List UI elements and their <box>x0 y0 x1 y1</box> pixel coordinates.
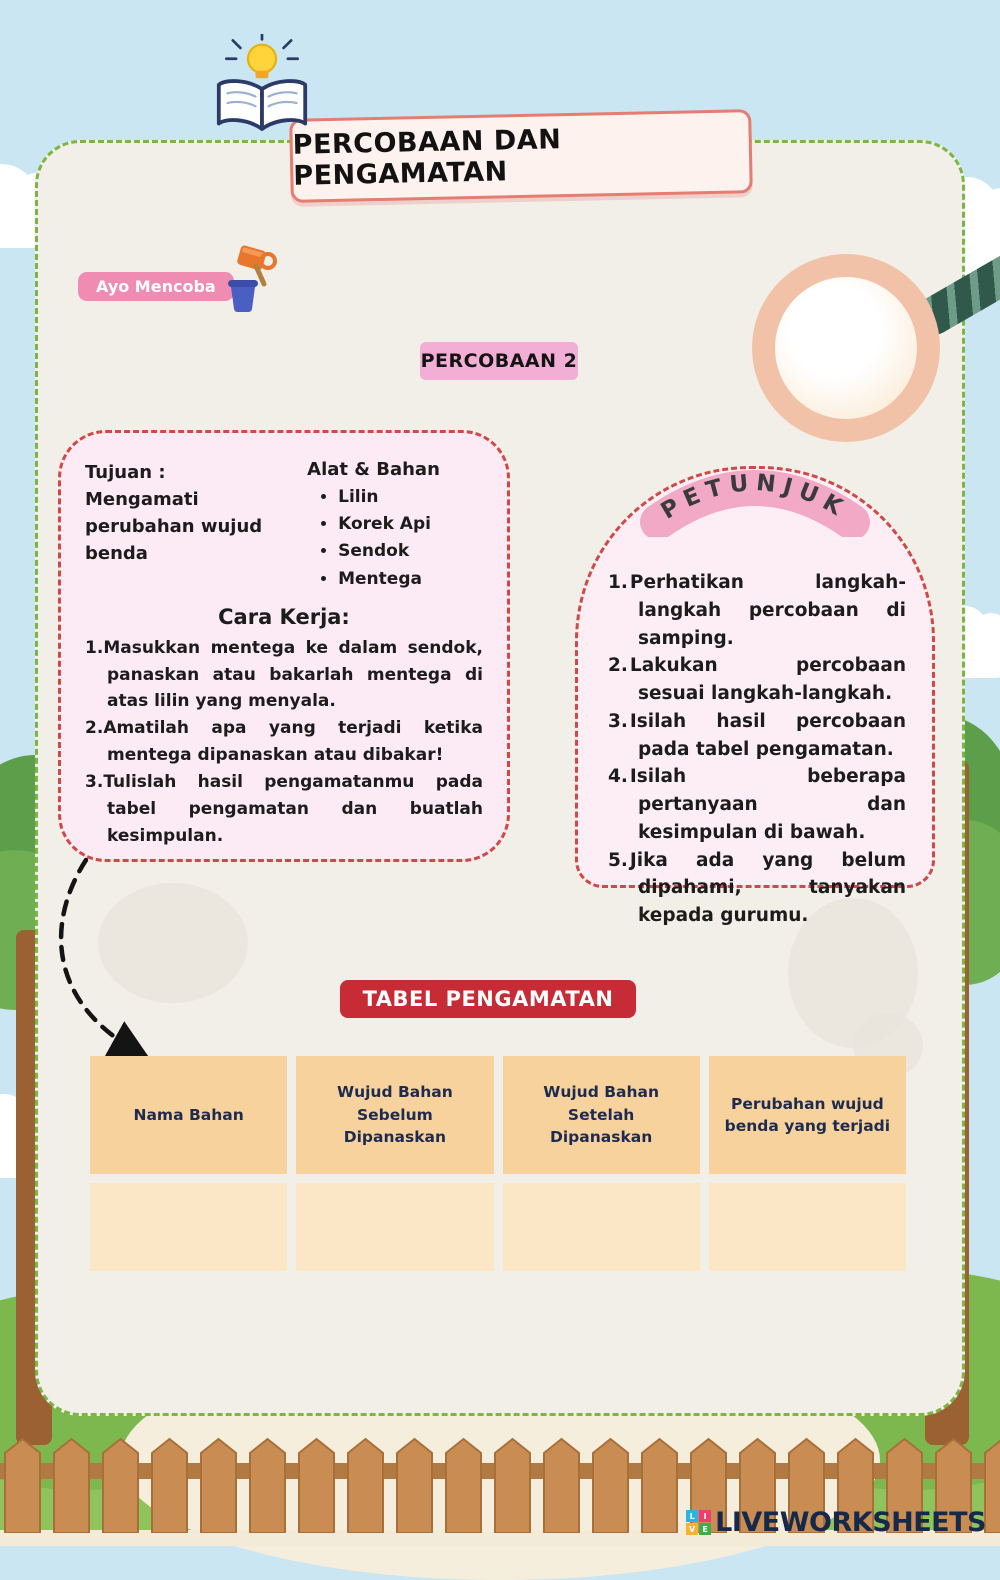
logo-letter: V <box>686 1523 698 1535</box>
percobaan-2-label: PERCOBAAN 2 <box>420 350 578 372</box>
percobaan-2-badge <box>420 342 578 380</box>
table-header-nama-bahan: Nama Bahan <box>90 1056 287 1174</box>
liveworksheets-brand[interactable] <box>686 1507 986 1538</box>
table-header-perubahan-wujud: Perubahan wujud benda yang terjadi <box>709 1056 906 1174</box>
answer-cell-wujud-sebelum[interactable] <box>296 1183 493 1271</box>
logo-letter: I <box>699 1510 711 1522</box>
alat-item: • Mentega <box>338 566 431 593</box>
page-title: PERCOBAAN DAN PENGAMATAN <box>292 124 562 192</box>
petunjuk-ribbon <box>640 452 870 537</box>
alat-bahan-title: Alat & Bahan <box>307 459 440 480</box>
cara-step: Amatilah apa yang terjadi ketika mentega dipanaskan atau dibakar! <box>103 718 483 766</box>
alat-bahan-list <box>316 484 431 593</box>
answer-cell-wujud-setelah[interactable] <box>503 1183 700 1271</box>
book-lightbulb-icon <box>208 34 316 144</box>
alat-item: • Lilin <box>338 484 431 511</box>
cara-step: Tulislah hasil pengamatanmu pada tabel pengamatan dan buatlah kesimpulan. <box>103 772 483 846</box>
logo-letter: L <box>686 1510 698 1522</box>
observation-table <box>90 1056 906 1271</box>
alat-item: • Sendok <box>338 538 431 565</box>
cooking-cup-icon <box>210 242 282 318</box>
tujuan-text: Mengamati perubahan wujud benda <box>85 489 263 564</box>
title-banner <box>289 109 753 203</box>
liveworksheets-wordmark: LIVEWORKSHEETS <box>715 1507 986 1538</box>
petunjuk-step: Lakukan percobaan sesuai langkah-langkah. <box>629 655 906 704</box>
tabel-pengamatan-banner <box>340 980 636 1018</box>
petunjuk-list <box>608 569 906 930</box>
petunjuk-step: Isilah beberapa pertanyaan dan kesimpulan di bawah. <box>629 766 906 843</box>
magnifier-glass <box>752 254 940 442</box>
cara-kerja-list <box>85 635 483 850</box>
ayo-mencoba-label: Ayo Mencoba <box>96 277 216 296</box>
experiment-info-box <box>58 430 510 862</box>
table-header-wujud-sebelum: Wujud Bahan Sebelum Dipanaskan <box>296 1056 493 1174</box>
table-header-wujud-setelah: Wujud Bahan Setelah Dipanaskan <box>503 1056 700 1174</box>
petunjuk-step: Jika ada yang belum dipahami, tanyakan kepada gurumu. <box>629 849 906 926</box>
answer-cell-perubahan-wujud[interactable] <box>709 1183 906 1271</box>
petunjuk-step: Perhatikan langkah-langkah percobaan di samping. <box>629 572 906 649</box>
answer-cell-nama-bahan[interactable] <box>90 1183 287 1271</box>
tujuan-label: Tujuan : <box>85 462 166 483</box>
petunjuk-title: PETUNJUK <box>656 469 854 525</box>
dashed-arrow-icon <box>38 852 188 1082</box>
liveworksheets-logo-icon <box>686 1510 711 1535</box>
tabel-pengamatan-label: TABEL PENGAMATAN <box>362 987 614 1011</box>
magnifying-glass-illustration <box>750 248 1000 453</box>
petunjuk-step: Isilah hasil percobaan pada tabel pengamatan. <box>629 710 906 760</box>
cara-kerja-title: Cara Kerja: <box>218 604 350 629</box>
logo-letter: E <box>699 1523 711 1535</box>
cara-step: Masukkan mentega ke dalam sendok, panaskan atau bakarlah mentega di atas lilin yang menyala. <box>103 637 483 712</box>
alat-item: • Korek Api <box>338 511 431 538</box>
